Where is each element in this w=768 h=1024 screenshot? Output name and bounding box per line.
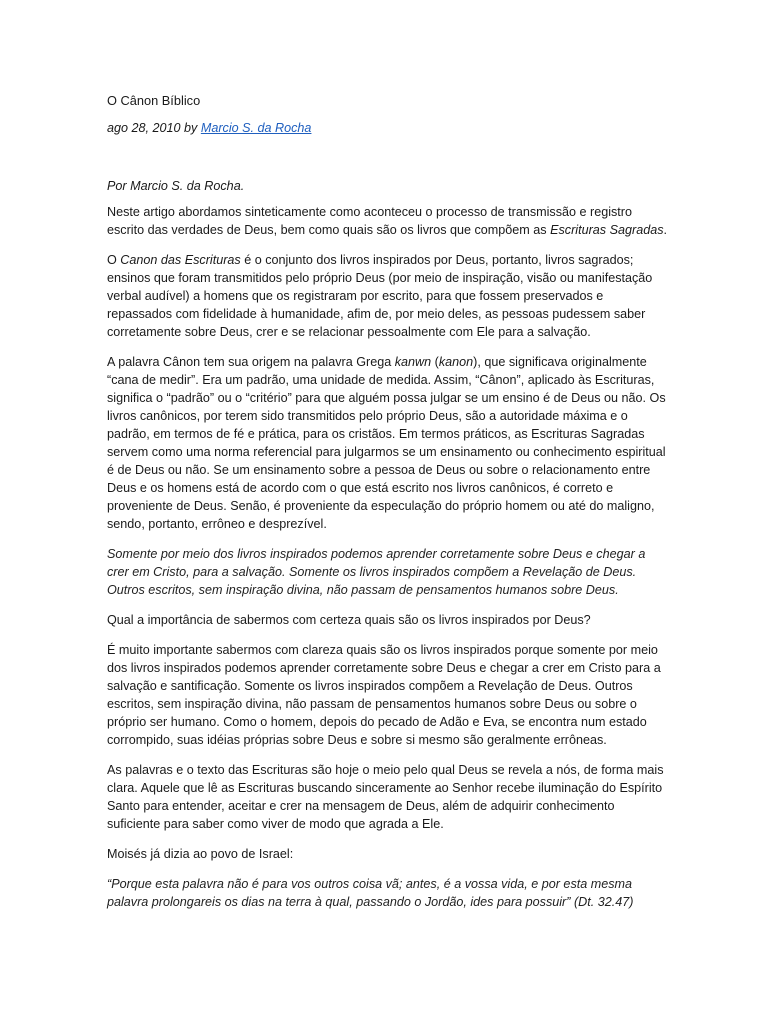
paragraph-text: (	[431, 355, 439, 369]
paragraph-text: .	[663, 223, 668, 237]
paragraph-text: Neste artigo abordamos sinteticamente como aconteceu o processo de transmissão e registro escrito das verdades de Deus, bem como quais são os livros que compõem as	[107, 205, 633, 237]
emphasis-text: Escrituras Sagradas	[550, 223, 664, 237]
section-question: Qual a importância de sabermos com certeza quais são os livros inspirados por Deus?	[107, 613, 591, 627]
emphasis-text: kanon	[438, 355, 474, 369]
emphasis-text: kanwn	[394, 355, 432, 369]
author-line: Por Marcio S. da Rocha.	[107, 179, 245, 193]
paragraph-scriptures: As palavras e o texto das Escrituras são hoje o meio pelo qual Deus se revela a nós, de forma mais clara. Aquele que lê as Escrituras buscando sinceramente ao Senhor recebe iluminação do Espírito Santo para entender, aceitar e crer na mensagem de Deus, além de adquirir conhecimento suficiente para saber como viver de modo que agrada a Ele.	[107, 763, 664, 831]
paragraph-text: A palavra Cânon tem sua origem na palavra Grega	[107, 355, 395, 369]
paragraph-text: ), que significava originalmente “cana de medir”. Era um padrão, uma unidade de medida. Assim, “Cânon”, aplicado às Escrituras, significa o “padrão” ou o “critério” para que alguém possa julgar se um ensino é de Deus ou não. Os livros canônicos, por terem sido transmitidos pelo próprio Deus, são a autoridade máxima e o padrão, em termos de fé e prática, para os cristãos. Em termos práticos, as Escrituras Sagradas servem como uma norma referencial para julgarmos se um ensinamento ou conhecimento espiritual é de Deus ou não. Se um ensinamento sobre a pessoa de Deus ou sobre o relacionamento entre Deus e os homens está de acordo com o que está escrito nos livros canônicos, é correto e proveniente de Deus. Senão, é proveniente da especulação do próprio homem ou até do maligno, sendo, portanto, errôneo e desprezível.	[107, 355, 666, 531]
bible-quote: “Porque esta palavra não é para vos outros coisa vã; antes, é a vossa vida, e por esta mesma palavra prolongareis os dias na terra à qual, passando o Jordão, ides para possuir” (Dt. 32.47)	[107, 877, 634, 909]
emphasis-text: Canon das Escrituras	[120, 253, 241, 267]
paragraph-italic-summary: Somente por meio dos livros inspirados podemos aprender corretamente sobre Deus e chegar a crer em Cristo, para a salvação. Somente os livros inspirados compõem a Revelação de Deus. Outros escritos, sem inspiração divina, não passam de pensamentos humanos sobre Deus.	[107, 547, 646, 597]
paragraph-moses: Moisés já dizia ao povo de Israel:	[107, 847, 294, 861]
paragraph-canon-definition	[107, 251, 668, 341]
paragraph-canon-origin	[107, 353, 668, 533]
article-byline	[107, 119, 668, 137]
paragraph-intro	[107, 203, 668, 239]
paragraph-text: é o conjunto dos livros inspirados por Deus, portanto, livros sagrados; ensinos que foram transmitidos pelo próprio Deus (por meio de inspiração, visão ou manifestação verbal audível) a homens que os registraram por escrito, para que fossem preservados e repassados com fidelidade à humanidade, afim de, por meio deles, as pessoas pudessem saber corretamente sobre Deus, crer e se relacionar pessoalmente com Ele para a salvação.	[107, 253, 653, 339]
article-title: O Cânon Bíblico	[107, 93, 201, 108]
paragraph-importance: É muito importante sabermos com clareza quais são os livros inspirados porque somente por meio dos livros inspirados podemos aprender corretamente sobre Deus e chegar a crer em Cristo para a salvação e santificação. Somente os livros inspirados compõem a Revelação de Deus. Outros escritos, sem inspiração divina, não passam de pensamentos humanos sobre Deus ou sobre o próprio ser humano. Como o homem, depois do pecado de Adão e Eva, se encontra num estado corrompido, suas idéias próprias sobre Deus e sobre si mesmo são geralmente errôneas.	[107, 643, 661, 747]
author-link[interactable]: Marcio S. da Rocha	[200, 121, 312, 135]
paragraph-text: O	[107, 253, 121, 267]
byline-date: ago 28, 2010 by	[107, 121, 201, 135]
